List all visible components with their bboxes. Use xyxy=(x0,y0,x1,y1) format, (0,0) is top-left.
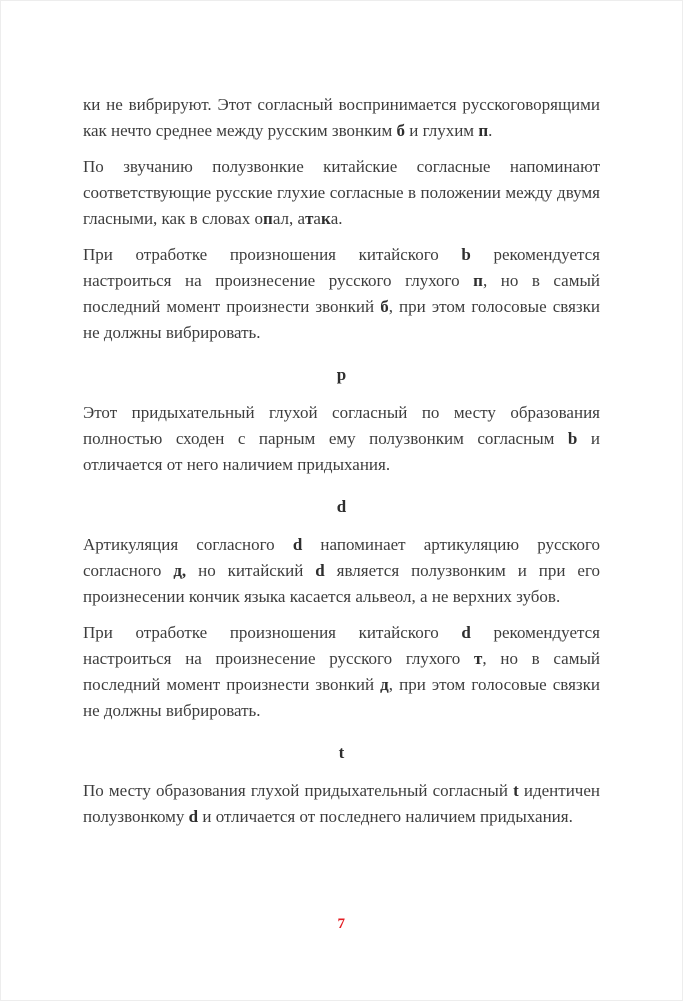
page-text xyxy=(83,92,600,840)
section-heading-p: p xyxy=(336,365,347,384)
paragraph: По месту образования глухой придыхательный согласный t идентичен полузвонкому d и отличается от последнего наличием придыхания. xyxy=(83,781,600,826)
paragraph: По звучанию полузвонкие китайские согласные напоминают соответствующие русские глухие согласные в положении между двумя гласными, как в словах опал, атака. xyxy=(83,157,600,228)
paragraph: ки не вибрируют. Этот согласный воспринимается русскоговорящими как нечто среднее между русским звонким б и глухим п. xyxy=(83,95,600,140)
paragraph: Этот придыхательный глухой согласный по месту образования полностью сходен с парным ему полузвонким согласным b и отличается от него наличием придыхания. xyxy=(83,403,600,474)
page-number: 7 xyxy=(337,916,346,932)
paragraph: При отработке произношения китайского b рекомендуется настроиться на произнесение русского глухого п, но в самый последний момент произнести звонкий б, при этом голосовые связки не должны вибрировать. xyxy=(83,245,601,342)
section-heading-t: t xyxy=(338,743,345,762)
section-heading-d: d xyxy=(336,497,347,516)
paragraph: Артикуляция согласного d напоминает артикуляцию русского согласного д, но китайский d является полузвонким и при его произнесении кончик языка касается альвеол, а не верхних зубов. xyxy=(83,535,601,606)
paragraph: При отработке произношения китайского d рекомендуется настроиться на произнесение русского глухого т, но в самый последний момент произнести звонкий д, при этом голосовые связки не должны вибрировать. xyxy=(83,623,601,720)
